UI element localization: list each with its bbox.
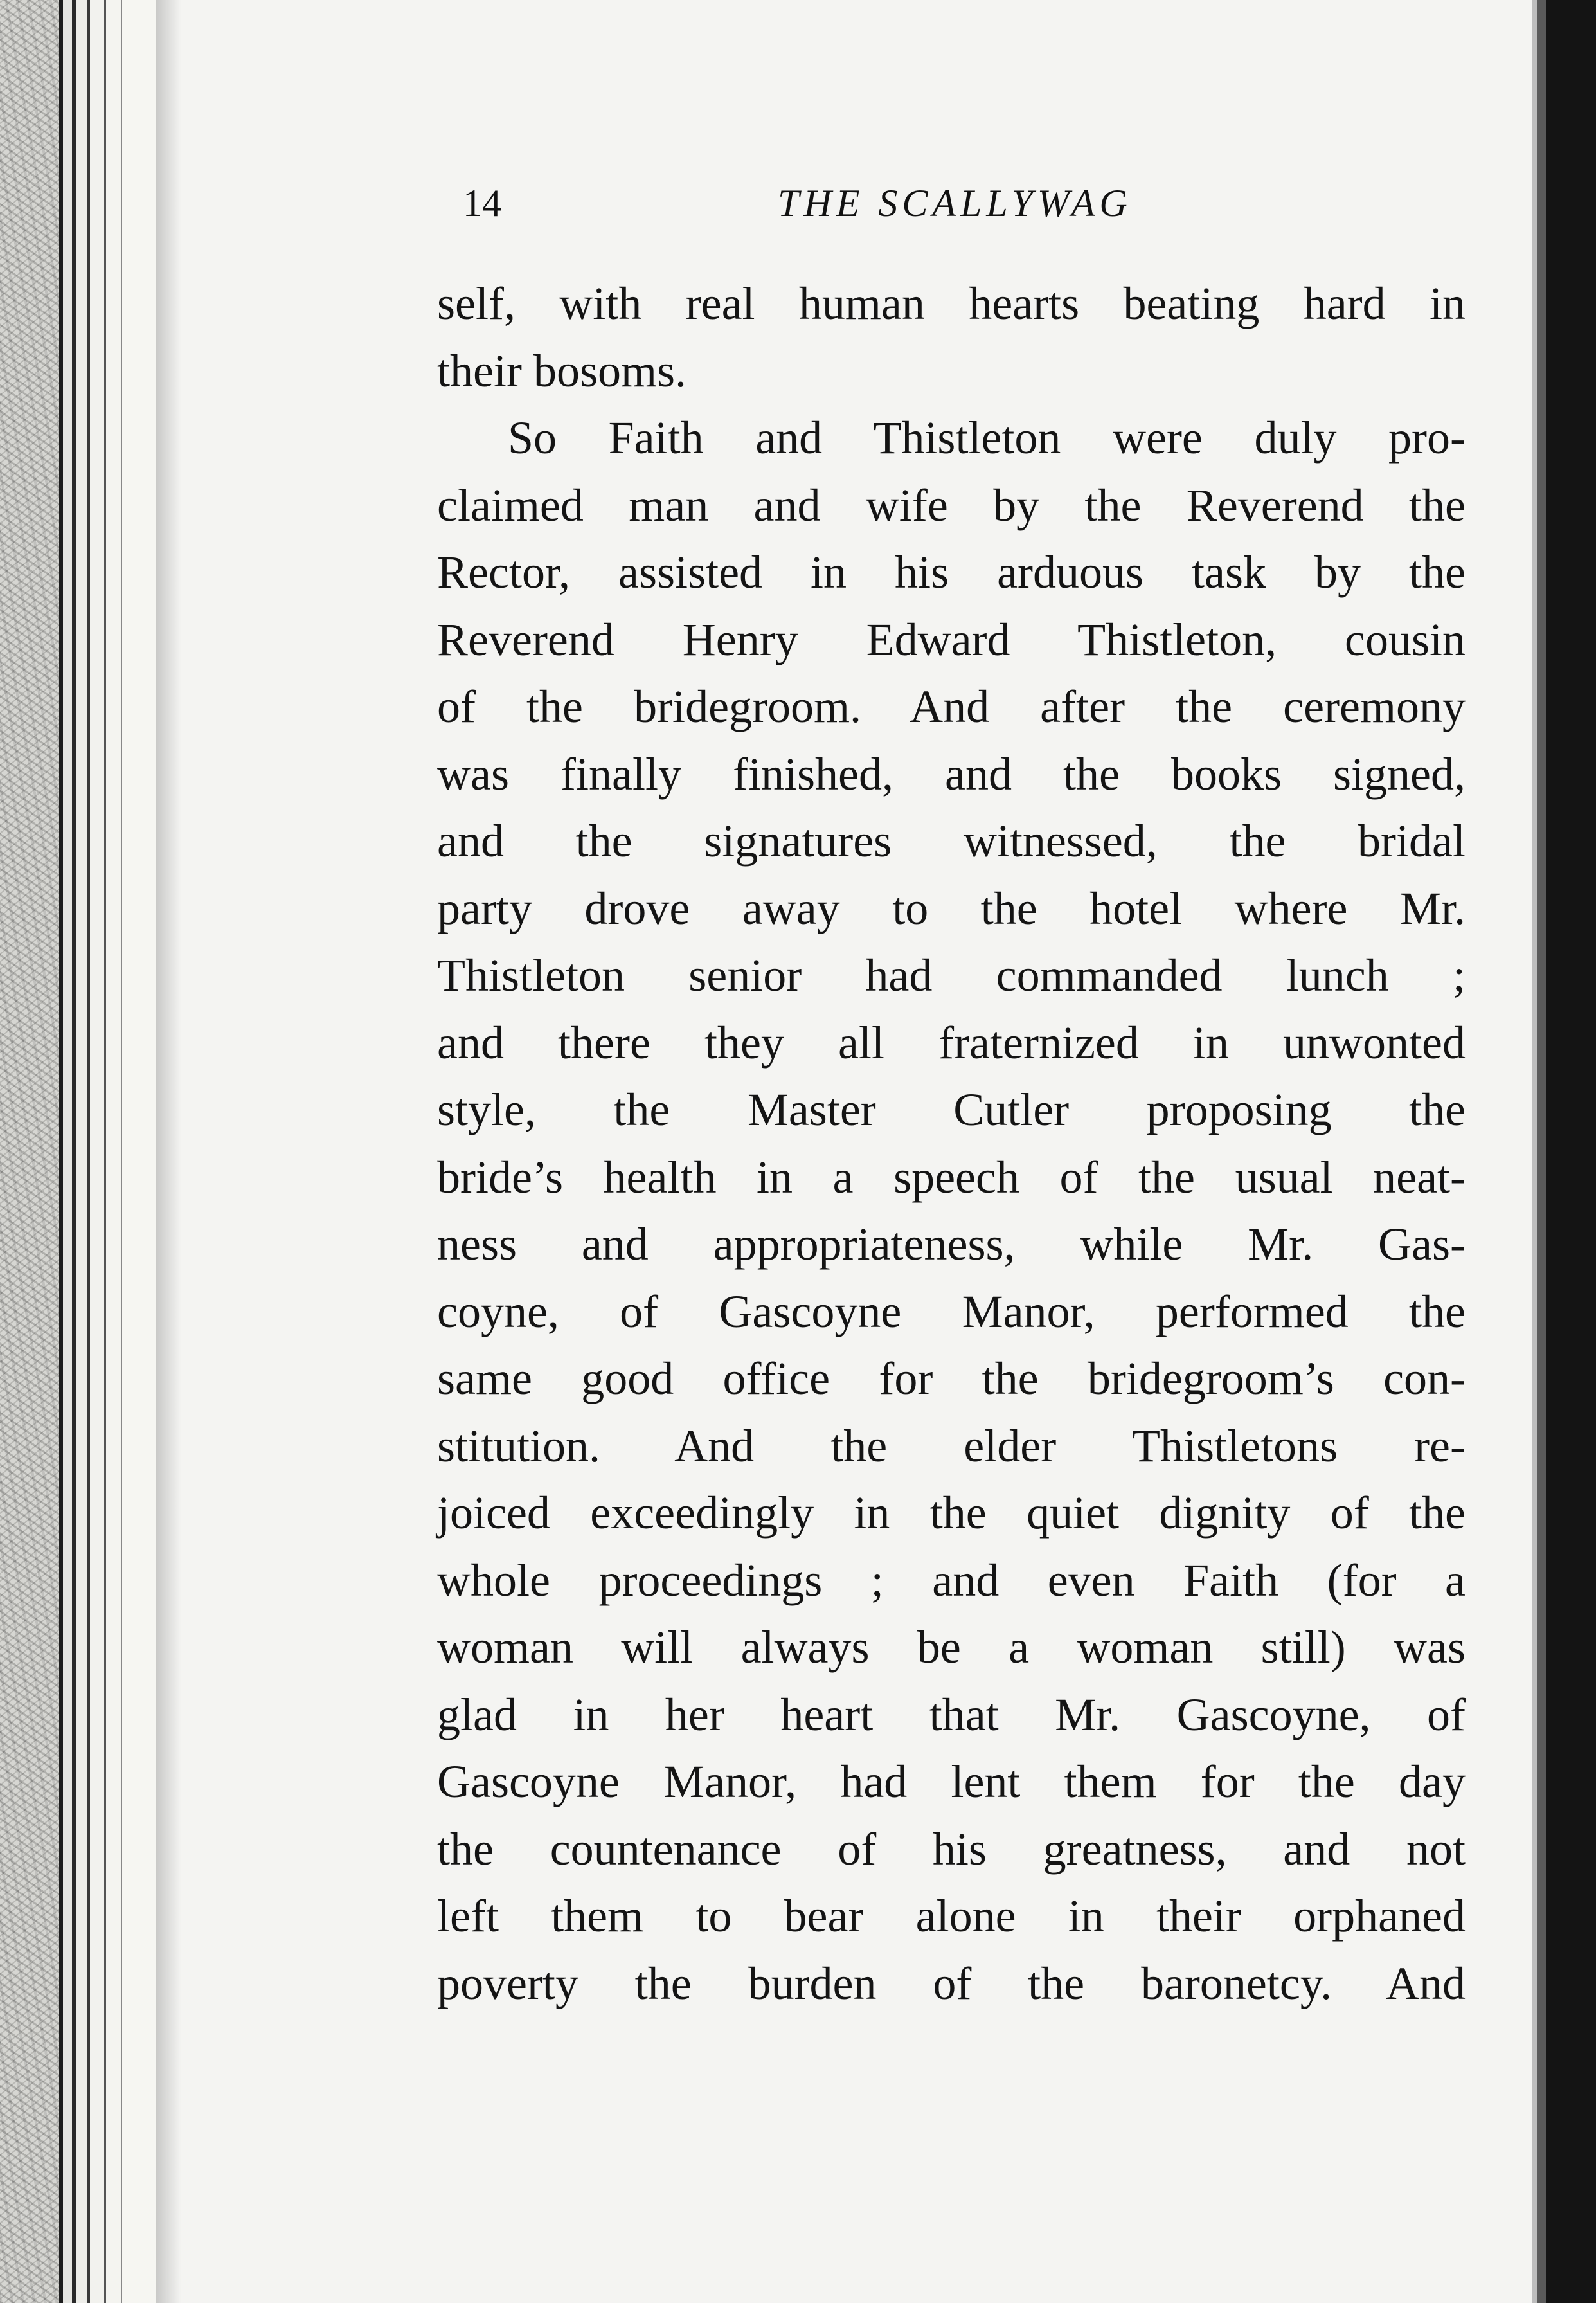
text-line: Gascoyne Manor, had lent them for the day: [437, 1756, 1466, 1807]
text-line: and there they all fraternized in unwonted: [437, 1016, 1466, 1069]
text-line: poverty the burden of the baronetcy. And: [437, 1957, 1466, 2009]
text-line: woman will always be a woman still) was: [437, 1621, 1466, 1673]
text-line: Reverend Henry Edward Thistleton, cousin: [437, 613, 1466, 665]
text-line: the countenance of his greatness, and not: [437, 1823, 1466, 1875]
text-line: their bosoms.: [437, 345, 686, 397]
text-line: self, with real human hearts beating hard in: [437, 278, 1466, 329]
text-line: Rector, assisted in his arduous task by the: [437, 546, 1466, 598]
text-line: whole proceedings ; and even Faith (for a: [437, 1554, 1466, 1606]
text-line: party drove away to the hotel where Mr.: [437, 882, 1466, 934]
text-line: style, the Master Cutler proposing the: [437, 1084, 1466, 1135]
text-line: ness and appropriateness, while Mr. Gas-: [437, 1218, 1466, 1270]
text-line: bride’s health in a speech of the usual neat-: [437, 1151, 1466, 1203]
text-line: same good office for the bridegroom’s con-: [437, 1353, 1466, 1404]
text-line: Thistleton senior had commanded lunch ;: [437, 950, 1466, 1001]
text-line: stitution. And the elder Thistletons re-: [437, 1420, 1466, 1472]
text-line: coyne, of Gascoyne Manor, performed the: [437, 1285, 1466, 1337]
body-text: [437, 270, 1466, 2017]
text-line: of the bridegroom. And after the ceremony: [437, 681, 1466, 732]
text-line: was finally finished, and the books signed,: [437, 748, 1466, 800]
text-line: So Faith and Thistleton were duly pro-: [508, 412, 1466, 464]
text-line: glad in her heart that Mr. Gascoyne, of: [437, 1688, 1466, 1740]
page-number: 14: [463, 182, 501, 224]
text-line: joiced exceedingly in the quiet dignity of the: [437, 1487, 1466, 1539]
text-line: and the signatures witnessed, the bridal: [437, 815, 1466, 867]
text-line: claimed man and wife by the Reverend the: [437, 479, 1466, 531]
text-line: left them to bear alone in their orphaned: [437, 1890, 1466, 1942]
running-title: THE SCALLYWAG: [778, 182, 1132, 224]
